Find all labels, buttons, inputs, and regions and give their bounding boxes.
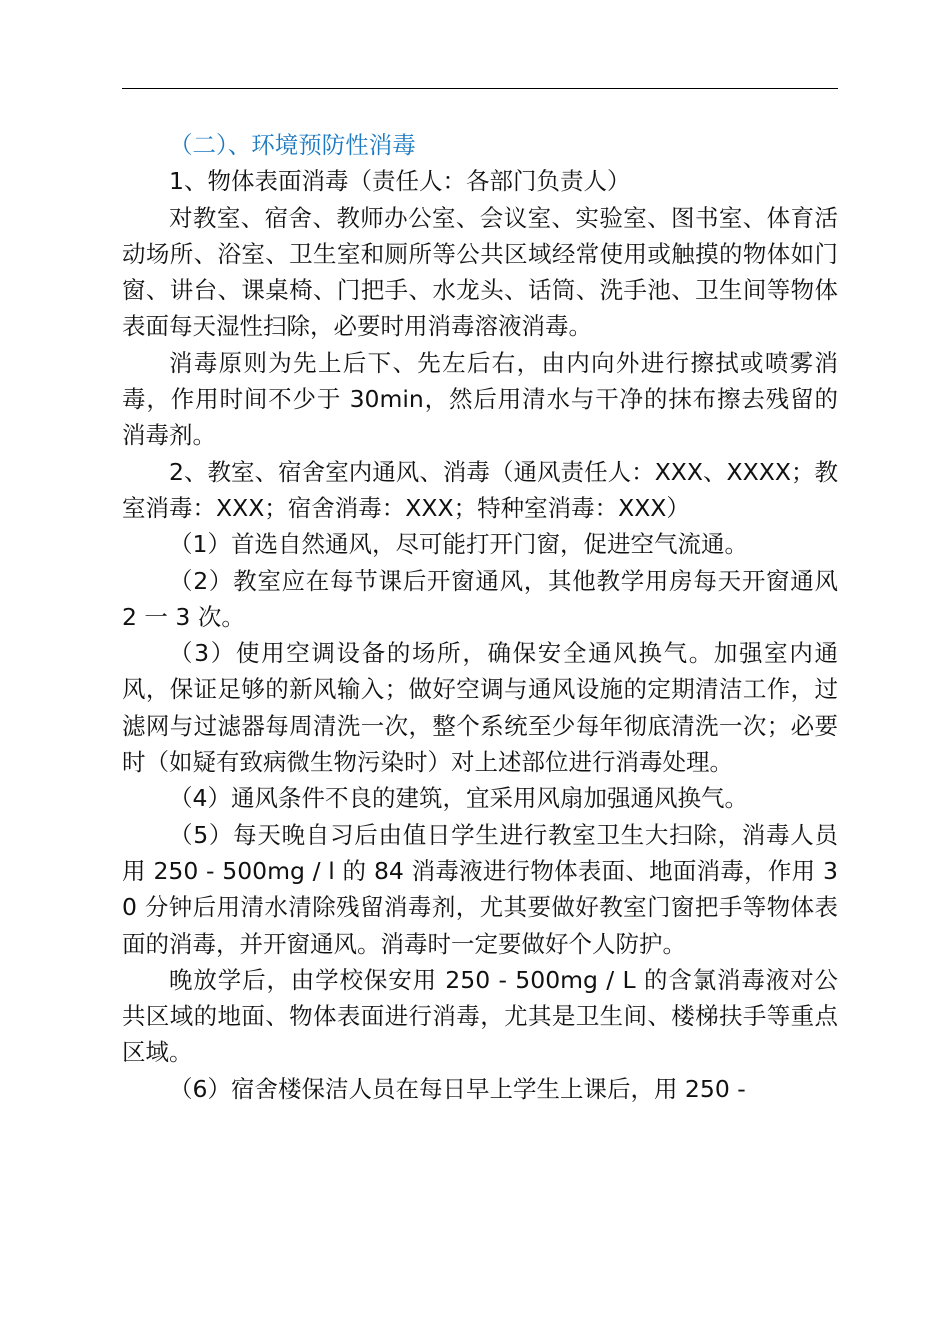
header-rule (122, 88, 838, 89)
paragraph-item-4: （4）通风条件不良的建筑，宜采用风扇加强通风换气。 (169, 784, 748, 813)
paragraph-ventilation-title: 2、教室、宿舍室内通风、消毒（通风责任人：XXX、XXXX；教室消毒：XXX；宿舍消毒：XXX；特种室消毒：XXX） (122, 457, 838, 522)
paragraph-item-3: （3）使用空调设备的场所，确保安全通风换气。加强室内通风，保证足够的新风输入；做好空调与通风设施的定期清洁工作，过滤网与过滤器每周清洗一次，整个系统至少每年彻底清洗一次；必要时（如疑有致病微生物污染时）对上述部位进行消毒处理。 (122, 639, 838, 777)
paragraph-item-1: （1）首选自然通风，尽可能打开门窗，促进空气流通。 (169, 530, 748, 559)
paragraph-surface-disinfection-title: 1、物体表面消毒（责任人：各部门负责人） (169, 167, 631, 196)
paragraph-item-2: （2）教室应在每节课后开窗通风，其他教学用房每天开窗通风 2 一 3 次。 (122, 566, 838, 631)
paragraph-item-6: （6）宿舍楼保洁人员在每日早上学生上课后，用 250 - (169, 1074, 746, 1103)
paragraph-surface-disinfection-scope: 对教室、宿舍、教师办公室、会议室、实验室、图书室、体育活动场所、浴室、卫生室和厕所等公共区域经常使用或触摸的物体如门窗、讲台、课桌椅、门把手、水龙头、话筒、洗手池、卫生间等物体表面每天湿性扫除，必要时用消毒溶液消毒。 (122, 203, 838, 341)
section-heading: （二）、环境预防性消毒 (169, 131, 416, 159)
paragraph-evening-security: 晚放学后，由学校保安用 250 - 500mg / L 的含氯消毒液对公共区域的地面、物体表面进行消毒，尤其是卫生间、楼梯扶手等重点区域。 (122, 965, 838, 1067)
paragraph-disinfection-principle: 消毒原则为先上后下、先左后右，由内向外进行擦拭或喷雾消毒，作用时间不少于 30min，然后用清水与干净的抹布擦去残留的消毒剂。 (122, 348, 838, 450)
paragraph-item-5: （5）每天晚自习后由值日学生进行教室卫生大扫除，消毒人员用 250 - 500mg / l 的 84 消毒液进行物体表面、地面消毒，作用 30 分钟后用清水清除残留消毒剂，尤其要做好教室门窗把手等物体表面的消毒，并开窗通风。消毒时一定要做好个人防护。 (122, 820, 838, 958)
document-body (122, 127, 838, 1107)
